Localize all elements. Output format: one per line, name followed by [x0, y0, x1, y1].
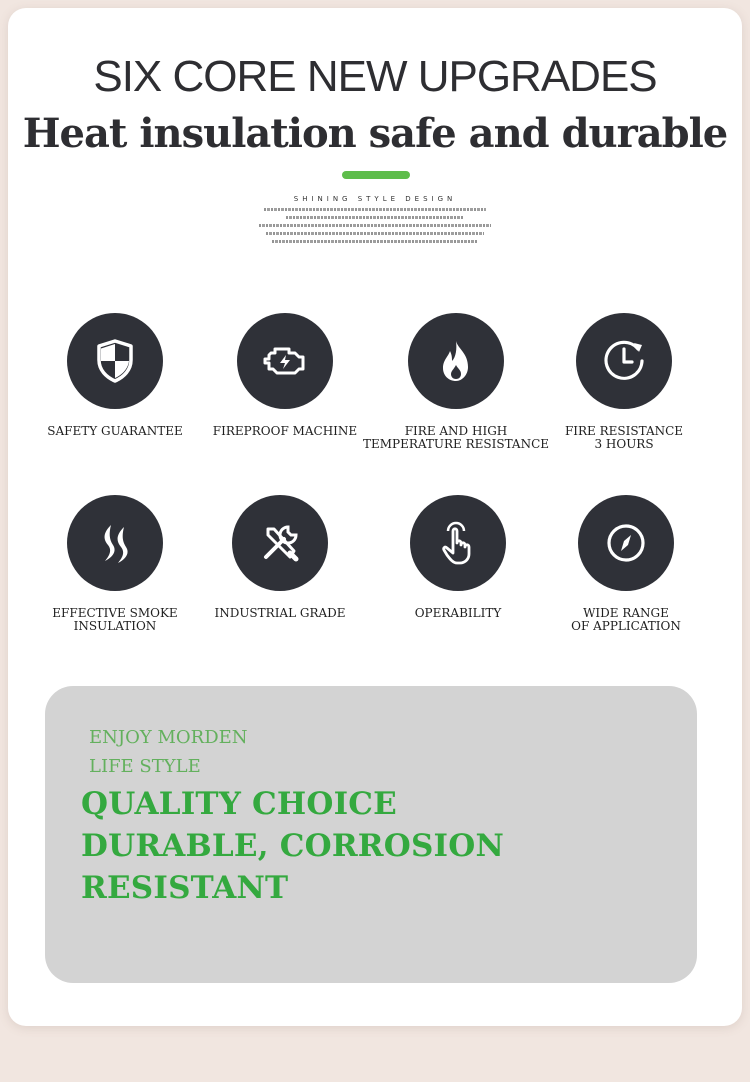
promo-heading-line-1: QUALITY CHOICE	[81, 786, 397, 822]
fine-print-line	[264, 208, 486, 211]
feature-safety-guarantee	[20, 313, 210, 438]
compass-icon	[600, 517, 652, 569]
feature-icon-circle	[67, 495, 163, 591]
title-accent-bar	[342, 171, 410, 179]
feature-fire-resistance	[529, 313, 719, 451]
feature-label: OPERABILITY	[414, 606, 502, 620]
promo-panel	[45, 686, 697, 983]
feature-label: EFFECTIVE SMOKE INSULATION	[52, 606, 178, 633]
promo-heading-line-3: RESISTANT	[81, 870, 289, 906]
feature-icon-circle	[576, 313, 672, 409]
feature-label: FIREPROOF MACHINE	[212, 424, 358, 438]
feature-icon-circle	[232, 495, 328, 591]
flame-icon	[430, 335, 482, 387]
design-caption-title: SHINING STYLE DESIGN	[293, 195, 457, 203]
feature-icon-circle	[410, 495, 506, 591]
feature-icon-circle	[67, 313, 163, 409]
feature-label: FIRE AND HIGH TEMPERATURE RESISTANCE	[362, 424, 550, 451]
page-subtitle: Heat insulation safe and durable	[22, 110, 728, 157]
engine-bolt-icon	[259, 335, 311, 387]
feature-label: WIDE RANGE OF APPLICATION	[571, 606, 681, 633]
hand-pointer-icon	[432, 517, 484, 569]
page-title: SIX CORE NEW UPGRADES	[93, 52, 657, 101]
feature-fire-high-temp	[361, 313, 551, 451]
promo-tagline-line-2: LIFE STYLE	[89, 756, 201, 777]
tools-icon	[254, 517, 306, 569]
feature-icon-circle	[408, 313, 504, 409]
fine-print-line	[286, 216, 464, 219]
feature-operability	[363, 495, 553, 620]
promo-heading-line-2: DURABLE, CORROSION	[81, 828, 504, 864]
fine-print-line	[259, 224, 491, 227]
feature-wide-range	[531, 495, 721, 633]
feature-smoke-insulation	[20, 495, 210, 633]
feature-label: SAFETY GUARANTEE	[47, 424, 183, 438]
shield-icon	[89, 335, 141, 387]
fine-print-line	[266, 232, 484, 235]
feature-label: INDUSTRIAL GRADE	[214, 606, 346, 620]
feature-industrial-grade	[185, 495, 375, 620]
design-caption-block	[255, 195, 495, 243]
fine-print-line	[272, 240, 478, 243]
smoke-icon	[89, 517, 141, 569]
clock-icon	[598, 335, 650, 387]
feature-fireproof-machine	[190, 313, 380, 438]
feature-icon-circle	[237, 313, 333, 409]
feature-icon-circle	[578, 495, 674, 591]
feature-label: FIRE RESISTANCE 3 HOURS	[564, 424, 684, 451]
promo-tagline-line-1: ENJOY MORDEN	[89, 727, 248, 748]
